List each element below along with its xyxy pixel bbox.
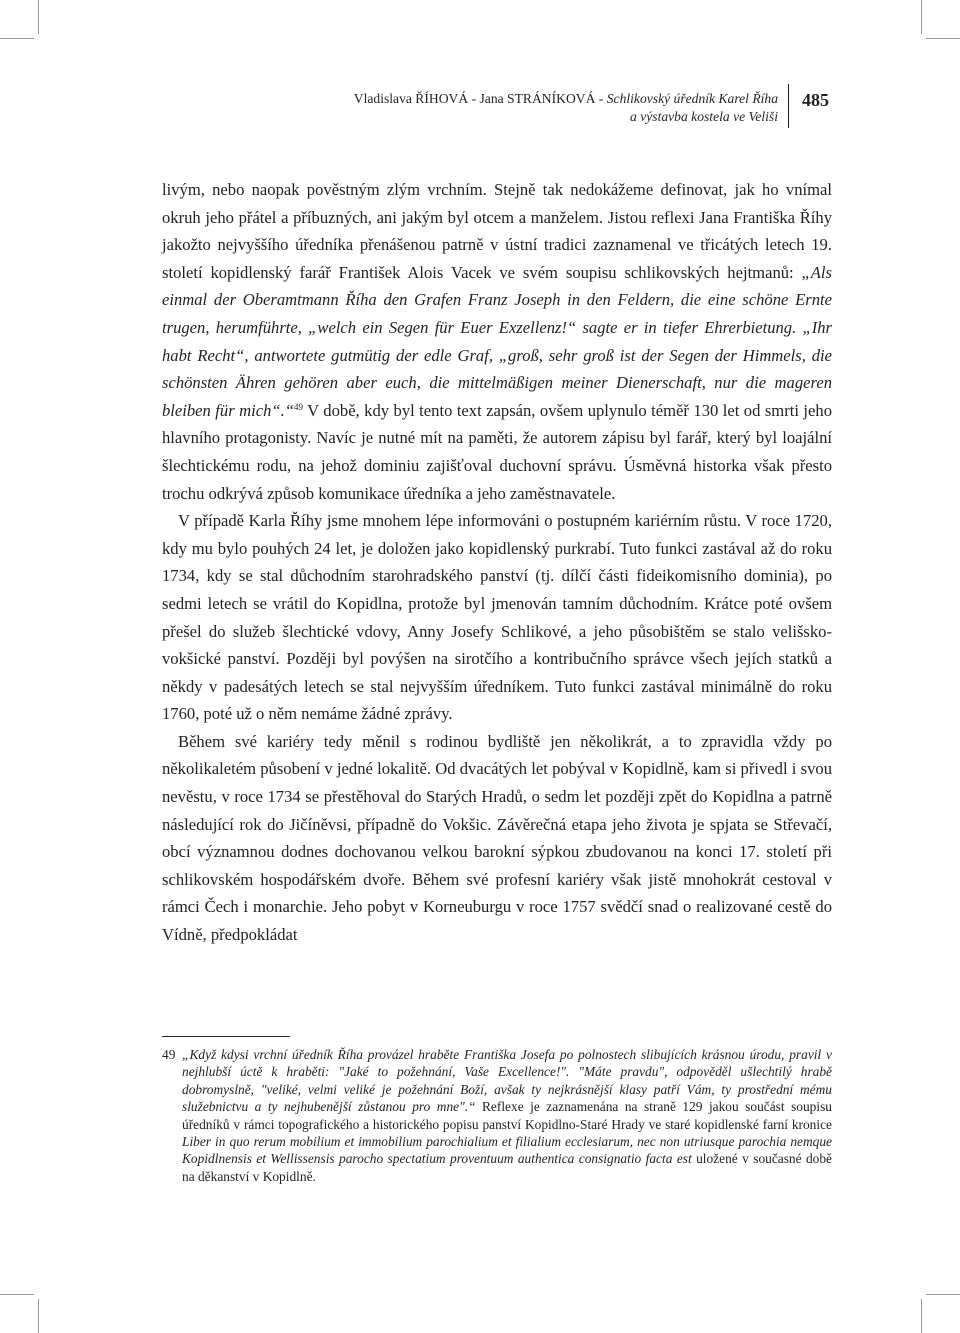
crop-mark [921,1299,922,1333]
footnote-latin-title: Liber in quo rerum mobilium et immobilium parochialium et filialium ecclesiarum, nec non utriusque parochia nemque Kopidlnensis et Wellissensis parocho spectatium proventuum authentica consignatio facta est [182,1134,832,1167]
body-text [162,176,832,949]
crop-mark [0,38,34,39]
paragraph-1-text: livým, nebo naopak pověstným zlým vrchním. Stejně tak nedokážeme definovat, jak ho vnímal okruh jeho přátel a příbuzných, ani jakým byl otcem a manželem. Jistou reflexi Jana Františka Říhy jakožto nejvyššího úředníka přenášenou patrně v ústní tradici zaznamenal ve třicátých letech 19. století kopidlenský farář František Alois Vacek ve svém soupisu schlikovských hejtmanů: [162,180,832,282]
paragraph-1-text-end: V době, kdy byl tento text zapsán, ovšem uplynulo téměř 130 let od smrti jeho hlavního protagonisty. Navíc je nutné mít na paměti, že autorem zápisu byl farář, který byl loajální šlechtickému rodu, na jehož dominiu zajišťoval duchovní správu. Úsměvná historka však přesto trochu odkrývá způsob komunikace úředníka a jeho zaměstnavatele. [162,400,832,503]
footnote-ref[interactable]: 49 [294,401,303,412]
footnote-number: 49 [162,1047,176,1062]
header-authors: Vladislava ŘÍHOVÁ - Jana STRÁNÍKOVÁ - [353,91,607,106]
footnote-text-1: Reflexe je zaznamenána na straně 129 jakou součást soupisu úředníků v rámci topografického a historického popisu panství Kopidlno-Staré Hrady ve staré kopidlenské farní kronice [182,1099,832,1132]
crop-mark [926,1294,960,1295]
crop-mark [921,0,922,34]
crop-mark [0,1294,34,1295]
footnote-rule [162,1036,290,1037]
footnote-text-2: uložené v současné době na děkanství v Kopidlně. [182,1151,832,1184]
crop-mark [38,0,39,34]
paragraph-1 [162,176,832,507]
page-number: 485 [802,90,829,110]
header-divider [788,84,789,128]
header-title-line1: Schlikovský úředník Karel Říha [606,91,778,106]
crop-mark [926,38,960,39]
running-header [200,90,778,126]
footnote-quote: „Když kdysi vrchní úředník Říha provázel hraběte Františka Josefa po polnostech slibujících krásnou úrodu, pravil v nejhlubší úctě k hraběti: "Jaké to požehnání, Vaše Excellence!". "Máte pravdu", odpověděl ušlechtilý hrabě dobromyslně, "veliké, velmi veliké je požehnání Boží, avšak ty nejkrásnější klasy patří Vám, ty prostřední mému služebnictvu a ty nejhubenější zůstanou pro mne".“ [182,1047,832,1115]
crop-mark [38,1299,39,1333]
header-title-line2: a výstavba kostela ve Veliši [630,109,778,124]
footnote-text [182,1046,832,1185]
paragraph-2: V případě Karla Říhy jsme mnohem lépe informováni o postupném kariérním růstu. V roce 1720, kdy mu bylo pouhých 24 let, je doložen jako kopidlenský purkrabí. Tuto funkci zastával až do roku 1734, kdy se stal důchodním starohradského panství (tj. dílčí části fideikomisního dominia), po sedmi letech se vrátil do Kopidlna, protože byl jmenován tamním důchodním. Krátce poté ovšem přešel do služeb šlechtické vdovy, Anny Josefy Schlikové, a jeho působištěm se stalo velišsko-vokšické panství. Později byl povýšen na sirotčího a kontribučního správce všech jejích statků a někdy v padesátých letech se stal nejvyšším úředníkem. Tuto funkci zastával minimálně do roku 1760, poté už o něm nemáme žádné zprávy. [162,511,832,724]
german-quote: „Als einmal der Oberamtmann Říha den Grafen Franz Joseph in den Feldern, die eine schöne Ernte trugen, herumführte, „welch ein Segen für Euer Exzellenz!“ sagte er in tiefer Ehrerbietung. „Ihr habt Recht“, antwortete gutmütig der edle Graf, „groß, sehr groß ist der Segen der Himmels, die schönsten Ähren gehören aber euch, die mittelmäßigen meiner Dienerschaft, nur die mageren bleiben für mich“.“ [162,262,832,420]
footnote [162,1046,832,1185]
paragraph-3: Během své kariéry tedy měnil s rodinou bydliště jen několikrát, a to zpravidla vždy po několikaletém působení v jedné lokalitě. Od dvacátých let pobýval v Kopidlně, kam si přivedl i svou nevěstu, v roce 1734 se přestěhoval do Starých Hradů, o sedm let později zpět do Kopidlna a patrně následující rok do Jičíněvsi, případně do Vokšic. Závěrečná etapa jeho života je spjata se Střevačí, obcí významnou dodnes dochovanou velkou barokní sýpkou zbudovanou na konci 17. století při schlikovském hospodářském dvoře. Během své profesní kariéry však jistě mnohokrát cestoval v rámci Čech i monarchie. Jeho pobyt v Korneuburgu v roce 1757 svědčí snad o realizované cestě do Vídně, předpokládat [162,731,832,945]
